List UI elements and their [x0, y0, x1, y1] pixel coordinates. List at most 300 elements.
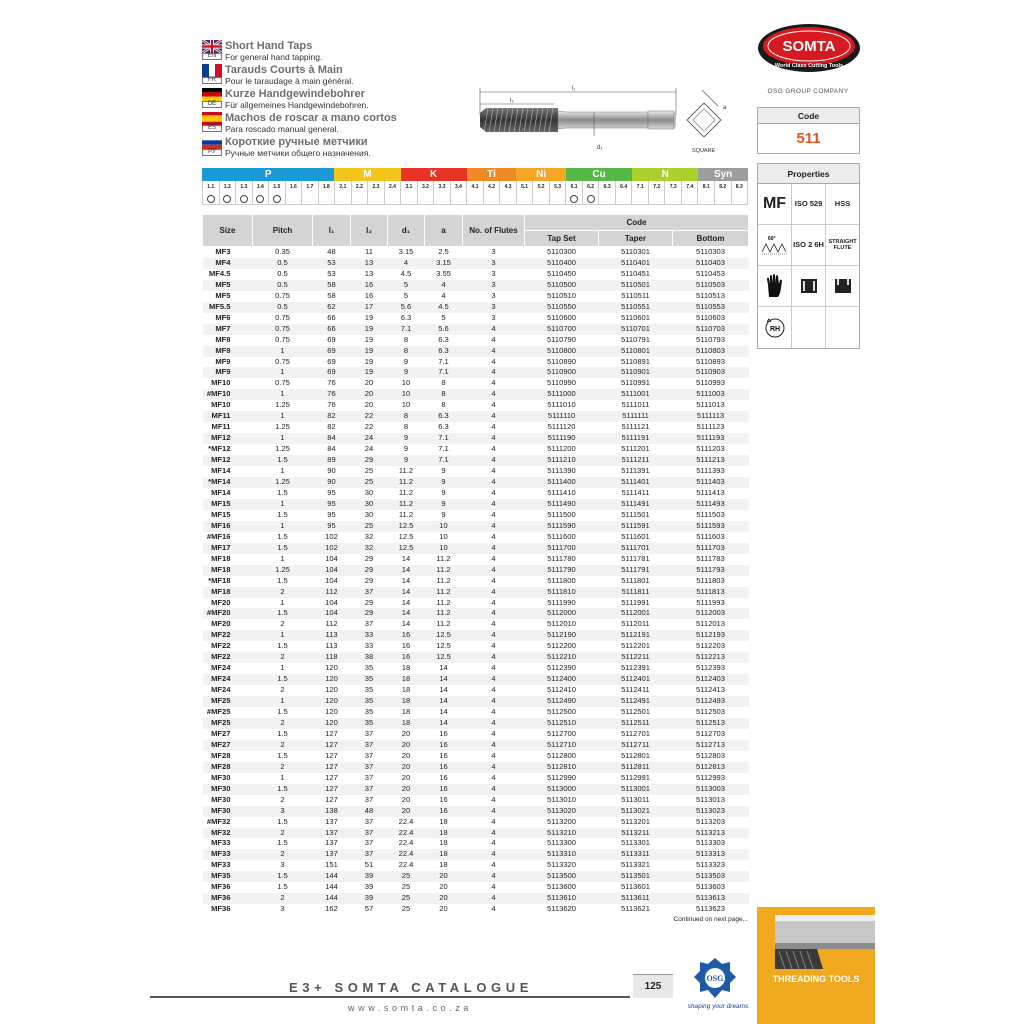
table-cell: 5111791 [599, 565, 673, 576]
table-cell: 5112701 [621, 728, 650, 738]
table-row [203, 313, 749, 324]
table-cell: 14 [439, 707, 448, 717]
table-cell: 4 [463, 543, 525, 554]
table-cell: 11.2 [436, 575, 451, 585]
table-cell: 5113500 [525, 871, 599, 882]
material-group-syn: Syn [698, 168, 748, 181]
table-cell: 5110403 [673, 258, 749, 269]
table-cell: 1 [253, 411, 313, 422]
table-row [203, 608, 749, 619]
table-cell: 5110901 [599, 367, 673, 378]
material-group-m: M [334, 168, 400, 181]
material-marker-cell [335, 193, 352, 204]
table-cell: 120 [325, 685, 338, 695]
table-cell: 1.5 [277, 816, 288, 826]
table-cell: 5113201 [621, 816, 650, 826]
table-cell: 5113623 [696, 904, 725, 914]
table-cell: 5112490 [525, 696, 599, 707]
material-subgroup: 3.1 [401, 181, 418, 193]
table-cell: 9 [388, 367, 425, 378]
table-cell: 2 [253, 828, 313, 839]
table-row [203, 532, 749, 543]
bottom-chamfer-icon [826, 266, 859, 306]
table-cell: MF36 [211, 904, 231, 914]
material-marker-cell [632, 193, 649, 204]
table-cell: MF14 [211, 487, 231, 497]
table-cell: 5111410 [547, 487, 576, 497]
table-cell: 4 [491, 466, 496, 476]
table-cell: 20 [351, 389, 388, 400]
table-cell: 2 [253, 587, 313, 598]
table-cell: 5113010 [547, 794, 576, 804]
table-cell: 5110700 [525, 324, 599, 335]
table-cell: 14 [401, 553, 411, 563]
table-cell: 16 [351, 280, 388, 291]
material-marker-cell [368, 193, 385, 204]
table-cell: 5111590 [525, 521, 599, 532]
table-cell: 39 [351, 871, 388, 882]
table-cell: 5113501 [599, 871, 673, 882]
table-cell: 30 [364, 487, 374, 497]
table-cell: 5110401 [599, 258, 673, 269]
table-cell: MF36 [203, 893, 253, 904]
table-cell: 4 [491, 707, 496, 717]
table-cell: 5110600 [547, 312, 576, 322]
table-cell: 5110893 [696, 356, 725, 366]
table-cell: 5113001 [599, 784, 673, 795]
table-cell: 29 [364, 597, 374, 607]
table-cell: 5111393 [696, 466, 725, 476]
table-cell: 5113321 [621, 860, 650, 870]
table-cell: 4 [463, 587, 525, 598]
table-cell: 25 [401, 904, 411, 914]
table-row [203, 718, 749, 729]
table-row [203, 817, 749, 828]
table-cell: 5110551 [599, 302, 673, 313]
table-cell: 4 [463, 455, 525, 466]
table-cell: 5111813 [673, 587, 749, 598]
table-cell: 4 [463, 674, 525, 685]
table-cell: 5112003 [673, 608, 749, 619]
table-cell: MF9 [215, 356, 231, 366]
table-cell: 7.1 [425, 367, 463, 378]
table-cell: 39 [351, 893, 388, 904]
table-cell: 5110801 [599, 346, 673, 357]
table-cell: 4 [491, 794, 496, 804]
code-label: Code [758, 108, 859, 124]
table-cell: 0.5 [253, 280, 313, 291]
table-cell: 5111120 [547, 422, 576, 432]
table-cell: 5110890 [547, 356, 576, 366]
table-cell: 4 [463, 828, 525, 839]
table-cell: 14 [401, 575, 411, 585]
table-cell: 5111123 [696, 422, 725, 432]
table-cell: 19 [351, 324, 388, 335]
table-cell: 14 [425, 696, 463, 707]
table-cell: 2 [253, 652, 313, 663]
table-cell: 5113300 [547, 838, 576, 848]
table-cell: 8 [441, 378, 446, 388]
table-cell: 5113611 [599, 893, 673, 904]
table-cell: 5112710 [525, 740, 599, 751]
lang-title: Machos de roscar a mano cortos [225, 112, 397, 124]
table-cell: 8 [388, 346, 425, 357]
material-marker-cell [352, 193, 369, 204]
lang-title: Kurze Handgewindebohrer [225, 88, 365, 100]
table-cell: 7.1 [425, 433, 463, 444]
table-cell: 16 [425, 784, 463, 795]
table-cell: 4 [463, 762, 525, 773]
table-cell: 4 [463, 806, 525, 817]
table-row [203, 773, 749, 784]
material-marker-cell [236, 193, 253, 204]
table-cell: 151 [325, 860, 338, 870]
table-cell: MF7 [203, 324, 253, 335]
table-cell: 4 [491, 772, 496, 782]
table-cell: 7.1 [438, 356, 449, 366]
table-cell: 5111003 [673, 389, 749, 400]
table-cell: 120 [313, 696, 351, 707]
material-subgroup: 4.2 [484, 181, 501, 193]
material-marker-cell [220, 193, 237, 204]
table-row [203, 477, 749, 488]
material-groups [202, 168, 748, 181]
material-subgroup: 5.2 [533, 181, 550, 193]
table-cell: 5112410 [547, 685, 576, 695]
table-cell: 5113013 [696, 794, 725, 804]
table-cell: 5112800 [547, 750, 576, 760]
table-cell: 5112201 [621, 641, 650, 651]
table-cell: 20 [439, 882, 448, 892]
material-subgroup: 1.5 [269, 181, 286, 193]
table-cell: 127 [325, 728, 338, 738]
table-cell: 5112700 [547, 728, 576, 738]
table-cell: 5112213 [673, 652, 749, 663]
table-cell: 5.6 [425, 324, 463, 335]
table-cell: 5111490 [525, 499, 599, 510]
table-cell: 4.5 [425, 302, 463, 313]
table-cell: 11.2 [425, 587, 463, 598]
material-marker-cell [682, 193, 699, 204]
table-cell: 66 [313, 324, 351, 335]
table-row [203, 882, 749, 893]
table-cell: 1 [253, 630, 313, 641]
material-group-cu: Cu [566, 168, 632, 181]
table-row [203, 324, 749, 335]
table-cell: 5113003 [673, 784, 749, 795]
table-cell: 25 [351, 521, 388, 532]
table-cell: MF27 [211, 728, 231, 738]
lang-fr [202, 64, 442, 88]
table-cell: 3 [253, 806, 313, 817]
table-cell: MF11 [203, 411, 253, 422]
table-cell: 95 [327, 487, 336, 497]
table-cell: 8 [441, 400, 446, 410]
table-cell: 5111203 [696, 444, 725, 454]
table-cell: 8 [425, 389, 463, 400]
section-label: THREADING TOOLS [772, 974, 860, 984]
material-marker-cell [253, 193, 270, 204]
table-cell: 5113303 [696, 838, 725, 848]
table-cell: 25 [388, 893, 425, 904]
table-row [203, 729, 749, 740]
table-cell: 3 [463, 258, 525, 269]
table-row [203, 554, 749, 565]
rh-label: RH [769, 325, 780, 333]
table-cell: MF15 [203, 499, 253, 510]
material-marker-cell [698, 193, 715, 204]
table-cell: 5110511 [621, 290, 650, 300]
table-cell: 1.5 [277, 750, 288, 760]
table-cell: 104 [325, 575, 338, 585]
table-cell: 35 [364, 685, 374, 695]
table-cell: 5112711 [599, 740, 673, 751]
table-row [203, 806, 749, 817]
table-cell: 4 [425, 280, 463, 291]
table-cell: 2 [253, 718, 313, 729]
suitable-circle-icon [273, 195, 281, 203]
table-cell: 9 [388, 433, 425, 444]
table-cell: 137 [325, 816, 338, 826]
material-group-k: K [401, 168, 467, 181]
tap-dimension-diagram [466, 80, 754, 160]
table-cell: 0.75 [275, 290, 290, 300]
material-marker-cell [286, 193, 303, 204]
table-cell: 11.2 [436, 597, 451, 607]
table-cell: 37 [351, 762, 388, 773]
table-row [203, 762, 749, 773]
table-cell: 10 [425, 521, 463, 532]
material-subgroup: 4.3 [500, 181, 517, 193]
table-cell: 0.75 [275, 378, 290, 388]
table-row [203, 280, 749, 291]
table-cell: 112 [313, 587, 351, 598]
table-cell: MF12 [203, 433, 253, 444]
suitable-circle-icon [256, 195, 264, 203]
table-cell: 5110703 [673, 324, 749, 335]
table-cell: 37 [364, 619, 374, 629]
table-row [203, 346, 749, 357]
table-cell: 19 [364, 312, 374, 322]
table-cell: 22.4 [388, 828, 425, 839]
lang-code: DE [202, 101, 222, 108]
col-flutes: No. of Flutes [463, 215, 525, 247]
table-cell: 37 [364, 838, 374, 848]
table-cell: 5112993 [696, 772, 725, 782]
table-cell: 82 [327, 422, 336, 432]
right-hand-icon [758, 307, 792, 348]
col-a: a [425, 215, 463, 247]
table-cell: 5113203 [696, 816, 725, 826]
material-subgroup: 2.3 [368, 181, 385, 193]
table-cell: 1 [253, 367, 313, 378]
table-cell: 29 [351, 565, 388, 576]
table-cell: MF24 [211, 685, 231, 695]
material-subgroup: 7.4 [682, 181, 699, 193]
table-cell: 16 [439, 772, 448, 782]
material-subgroup: 1.4 [253, 181, 270, 193]
product-table [202, 214, 748, 915]
table-cell: 18 [425, 828, 463, 839]
table-cell: 37 [351, 740, 388, 751]
table-cell: 22.4 [388, 849, 425, 860]
table-cell: 5111600 [547, 531, 576, 541]
table-cell: 37 [364, 816, 374, 826]
table-cell: 5111701 [599, 543, 673, 554]
table-cell: 5112501 [621, 707, 650, 717]
table-cell: 1 [253, 433, 313, 444]
table-row [203, 871, 749, 882]
table-cell: 5110550 [525, 302, 599, 313]
table-cell: 5110903 [673, 367, 749, 378]
table-cell: 5113621 [621, 904, 650, 914]
table-cell: 4 [463, 433, 525, 444]
table-cell: 95 [327, 509, 336, 519]
table-cell: 18 [401, 685, 411, 695]
russia-flag-icon [202, 136, 222, 156]
table-cell: 3 [491, 247, 496, 256]
table-cell: 48 [327, 247, 336, 256]
material-subgroup: 2.1 [335, 181, 352, 193]
table-cell: MF10 [211, 400, 231, 410]
code-box [757, 107, 860, 154]
table-row [203, 433, 749, 444]
table-cell: 5111000 [525, 389, 599, 400]
table-cell: 25 [364, 466, 374, 476]
table-cell: 104 [325, 553, 338, 563]
table-cell: 37 [364, 772, 374, 782]
table-cell: 4 [463, 849, 525, 860]
col-pitch: Pitch [253, 215, 313, 247]
table-cell: 16 [388, 652, 425, 663]
flute-type: STRAIGHT FLUTE [828, 238, 857, 251]
material-marker-cell [500, 193, 517, 204]
table-row [203, 400, 749, 411]
table-cell: 5110453 [696, 268, 725, 278]
table-cell: MF30 [211, 794, 231, 804]
material-subgroup: 1.7 [302, 181, 319, 193]
table-cell: 20 [388, 806, 425, 817]
code-value: 511 [796, 130, 821, 147]
table-cell: 3 [280, 860, 285, 870]
table-cell: 1.25 [253, 477, 313, 488]
material-subgroup: 3.4 [451, 181, 468, 193]
table-cell: 5111190 [525, 433, 599, 444]
col-tapset: Tap Set [525, 231, 599, 247]
material-marker-cell [599, 193, 616, 204]
table-cell: 162 [325, 904, 338, 914]
table-cell: 4 [491, 838, 496, 848]
table-cell: 5110300 [547, 247, 576, 256]
table-cell: 4 [463, 324, 525, 335]
table-cell: 5112000 [525, 608, 599, 619]
material-subgroup: 3.2 [418, 181, 435, 193]
table-cell: 4 [463, 389, 525, 400]
table-row [203, 696, 749, 707]
table-cell: 5111790 [525, 565, 599, 576]
table-cell: 5110991 [621, 378, 650, 388]
table-cell: 1 [280, 772, 285, 782]
table-cell: 5113313 [673, 849, 749, 860]
col-l1: l₁ [313, 215, 351, 247]
table-cell: 127 [325, 772, 338, 782]
table-cell: 1.5 [277, 707, 288, 717]
table-cell: 35 [364, 663, 374, 673]
table-cell: 127 [325, 794, 338, 804]
table-cell: 5112503 [696, 707, 725, 717]
table-cell: 6.3 [400, 312, 412, 322]
table-cell: 11.2 [436, 553, 451, 563]
table-cell: 5111811 [599, 587, 673, 598]
table-cell: 69 [313, 367, 351, 378]
table-cell: 4 [491, 816, 496, 826]
table-row [203, 466, 749, 477]
table-cell: 2 [253, 893, 313, 904]
table-row [203, 795, 749, 806]
table-cell: 14 [439, 663, 448, 673]
table-cell: 17 [351, 302, 388, 313]
table-cell: 53 [313, 258, 351, 269]
table-cell: 5113210 [525, 828, 599, 839]
footer-divider [150, 996, 630, 998]
material-marker-cell [385, 193, 402, 204]
table-cell: 16 [425, 740, 463, 751]
table-row [203, 619, 749, 630]
table-cell: 4 [491, 882, 496, 892]
material-subgroup: 1.8 [319, 181, 336, 193]
table-cell: 11.2 [388, 499, 425, 510]
lang-code: EN [202, 53, 222, 60]
table-cell: 5112190 [525, 630, 599, 641]
table-cell: 137 [325, 838, 338, 848]
table-cell: 2 [253, 740, 313, 751]
language-header [202, 40, 442, 160]
table-cell: 4 [491, 860, 496, 870]
material-group-ti: Ti [467, 168, 517, 181]
table-cell: MF30 [203, 784, 253, 795]
table-cell: 2 [253, 849, 313, 860]
france-flag-icon [202, 64, 222, 84]
table-row [203, 663, 749, 674]
table-cell: 4 [491, 904, 496, 914]
table-cell: MF20 [211, 597, 231, 607]
table-cell: 5112411 [621, 685, 650, 695]
table-cell: MF20 [211, 619, 231, 629]
osg-tagline: shaping your dreams [687, 1003, 749, 1010]
table-cell: 5111200 [547, 444, 576, 454]
col-code: Code [525, 215, 749, 231]
table-cell: MF36 [211, 882, 231, 892]
table-cell: 4 [491, 575, 496, 585]
table-row [203, 499, 749, 510]
table-cell: 5111013 [696, 400, 725, 410]
table-cell: 22 [364, 422, 374, 432]
table-cell: 5113011 [621, 794, 650, 804]
continued-note: Continued on next page... [673, 916, 748, 923]
lang-title: Tarauds Courts à Main [225, 64, 343, 76]
material-subgroups [202, 181, 748, 193]
table-cell: 5111413 [696, 487, 725, 497]
table-cell: MF6 [215, 312, 231, 322]
table-cell: 22.4 [398, 816, 414, 826]
table-cell: 20 [425, 893, 463, 904]
table-cell: 32 [351, 543, 388, 554]
table-cell: 14 [425, 718, 463, 729]
table-cell: 37 [364, 750, 374, 760]
table-cell: 5111491 [599, 499, 673, 510]
table-row [203, 389, 749, 400]
table-cell: 2 [280, 794, 285, 804]
